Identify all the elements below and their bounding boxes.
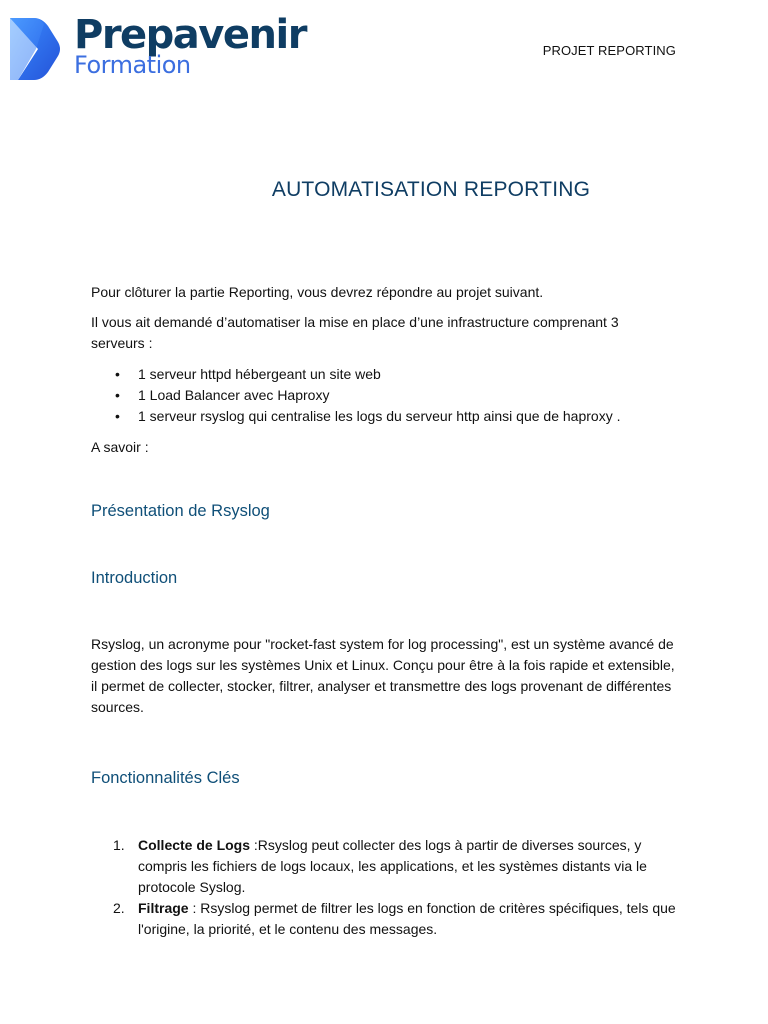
section-heading-introduction: Introduction	[91, 569, 178, 587]
list-item	[91, 406, 676, 427]
bullet-icon: •	[115, 366, 120, 382]
list-item	[91, 385, 676, 406]
logo-name: Prepavenir	[74, 12, 306, 58]
introduction-paragraph: Rsyslog, un acronyme pour "rocket-fast system for log processing", est un système avancé de gestion des logs sur les systèmes Unix et Linux. Conçu pour être à la fois rapide et extensible, il permet de collecter, stocker, filtrer, analyser et transmettre des logs provenant de différentes sources.	[91, 636, 675, 715]
list-number: 2.	[113, 900, 125, 916]
list-item-text: 1 serveur httpd hébergeant un site web	[138, 366, 381, 382]
section-heading-features: Fonctionnalités Clés	[91, 769, 240, 787]
list-number: 1.	[113, 837, 125, 853]
list-item	[91, 898, 676, 940]
feature-text: : Rsyslog permet de filtrer les logs en fonction de critères spécifiques, tels que l'origine, la priorité, et le contenu des messages.	[138, 900, 676, 937]
company-logo	[8, 14, 328, 84]
server-list	[91, 364, 676, 427]
list-item	[91, 835, 676, 898]
list-item-text: 1 Load Balancer avec Haproxy	[138, 387, 330, 403]
document-body	[91, 282, 676, 940]
a-savoir-label: A savoir :	[91, 439, 149, 455]
requirement-paragraph: Il vous ait demandé d’automatiser la mise en place d’une infrastructure comprenant 3 serveurs :	[91, 314, 619, 351]
feature-title: Collecte de Logs	[138, 837, 251, 853]
bullet-icon: •	[115, 408, 120, 424]
feature-title: Filtrage	[138, 900, 189, 916]
logo-arrow-icon	[8, 16, 60, 82]
list-item	[91, 364, 676, 385]
header-project-label: PROJET REPORTING	[542, 43, 676, 58]
list-item-text: 1 serveur rsyslog qui centralise les logs du serveur http ainsi que de haproxy .	[138, 408, 621, 424]
intro-paragraph: Pour clôturer la partie Reporting, vous devrez répondre au projet suivant.	[91, 284, 544, 300]
section-heading-presentation: Présentation de Rsyslog	[91, 502, 270, 520]
feature-text: :Rsyslog peut collecter des logs à partir de diverses sources, y compris les fichiers de logs locaux, les applications, et les systèmes distants via le protocole Syslog.	[138, 837, 647, 895]
document-title: AUTOMATISATION REPORTING	[271, 178, 591, 201]
logo-subtitle: Formation	[74, 51, 191, 79]
bullet-icon: •	[115, 387, 120, 403]
features-list	[91, 835, 676, 940]
